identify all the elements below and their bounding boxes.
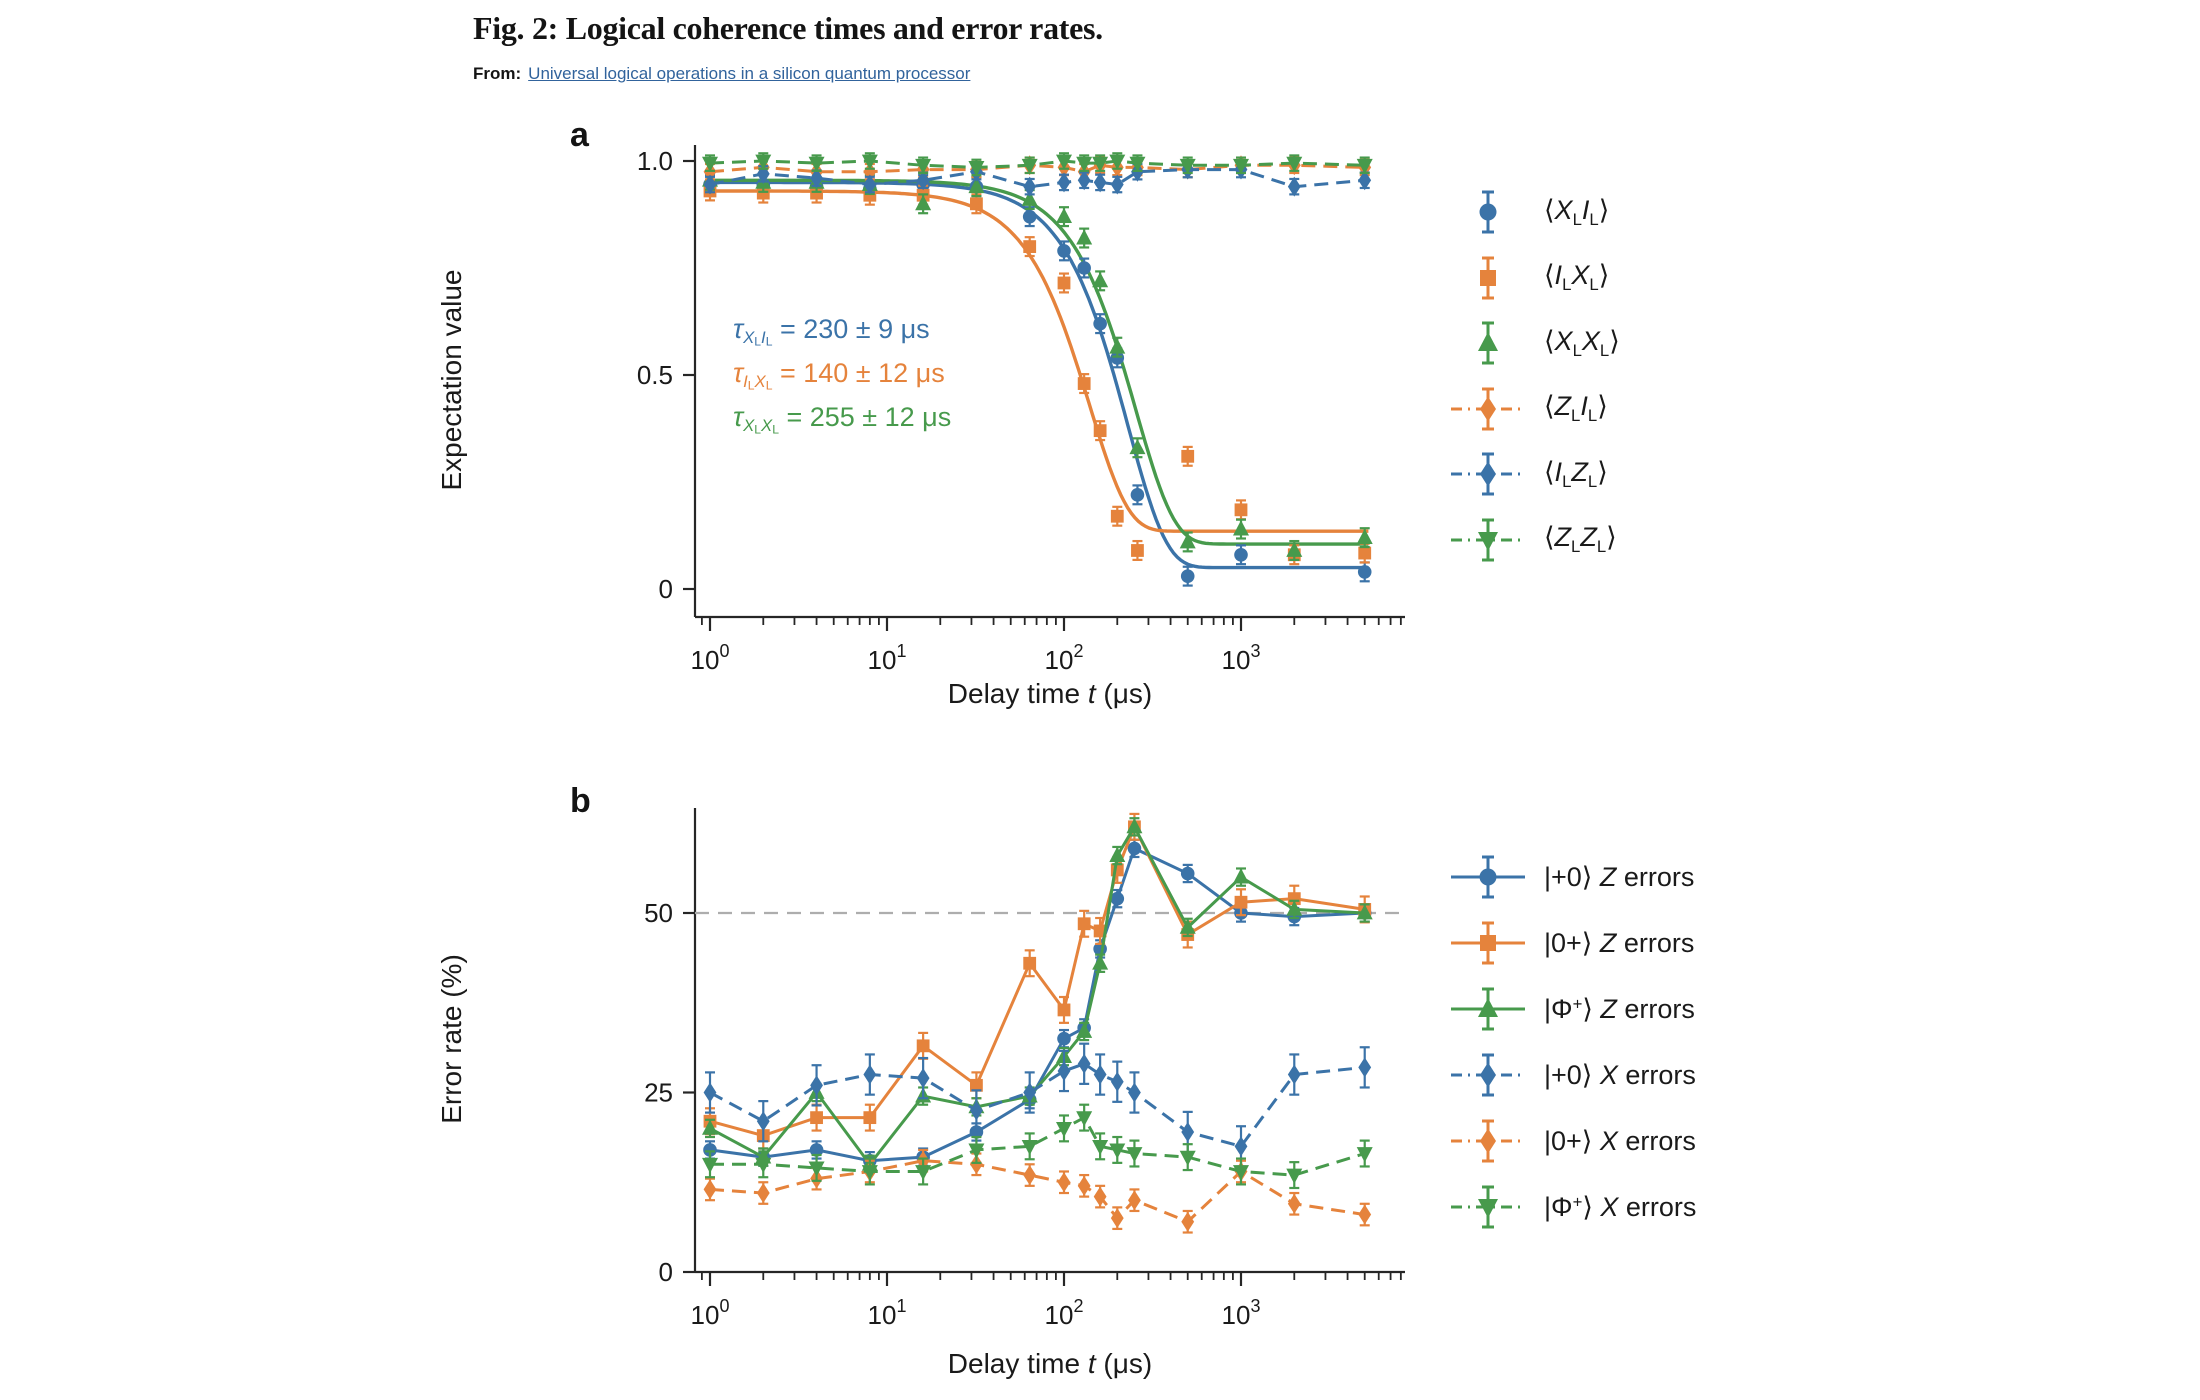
circle-marker	[1358, 565, 1372, 579]
legend-a-entry-XLIL	[1448, 183, 1609, 241]
legend-label: |+0⟩ Z errors	[1544, 861, 1695, 892]
square-marker	[917, 1039, 930, 1052]
circle-marker	[1181, 569, 1195, 583]
legend-a-entry-ZLZL	[1448, 511, 1617, 569]
panel-a-label: a	[570, 116, 589, 154]
series-ZLZL	[702, 153, 1373, 176]
y-axis-label-b: Error rate (%)	[436, 954, 467, 1124]
triangle-up-marker-icon	[1448, 314, 1528, 372]
legend-label: $⟨Z_LZ_L⟩$	[1544, 522, 1617, 556]
legend-label: $⟨X_LX_L⟩$	[1544, 325, 1620, 360]
series-plus0-X	[704, 1044, 1372, 1167]
diamond-marker	[1181, 1212, 1194, 1232]
diamond-marker	[917, 1068, 930, 1088]
triangle-up-marker	[1233, 868, 1249, 883]
square-marker	[1235, 503, 1248, 516]
triangle-down-marker	[915, 159, 931, 174]
series-line	[710, 165, 1365, 171]
legend-label: |+0⟩ X errors	[1544, 1059, 1696, 1090]
square-marker	[1480, 270, 1496, 286]
diamond-marker	[1358, 1057, 1371, 1077]
x-axis-label-a: Delay time t (μs)	[947, 678, 1153, 709]
x-tick-label: $10^0$	[690, 641, 730, 675]
diamond-marker	[1480, 1063, 1496, 1088]
square-marker	[1358, 547, 1371, 560]
triangle-down-marker	[1129, 157, 1145, 172]
legend-b-entry-0plus-X	[1448, 1112, 1696, 1170]
circle-marker	[1234, 548, 1248, 562]
legend-label: $⟨I_LX_L⟩$	[1544, 260, 1610, 294]
legend-a-entry-ZLIL	[1448, 380, 1608, 438]
y-tick-label: 0	[658, 1257, 673, 1287]
diamond-marker	[1078, 1176, 1091, 1196]
panel-b-label: b	[570, 782, 591, 820]
circle-marker	[1077, 261, 1091, 275]
square-marker	[970, 197, 983, 210]
legend-b-entry-plus0-Z	[1448, 848, 1694, 906]
x-tick-label: $10^1$	[867, 641, 907, 675]
diamond-marker-icon	[1448, 445, 1528, 503]
square-marker	[863, 1111, 876, 1124]
diamond-marker	[1058, 1172, 1071, 1192]
diamond-marker	[757, 1183, 770, 1203]
square-marker	[1111, 510, 1124, 523]
legend-label: |0+⟩ X errors	[1544, 1125, 1696, 1156]
circle-marker	[1057, 1032, 1071, 1046]
legend-label: |Φ+⟩ X errors	[1544, 1191, 1697, 1222]
diamond-marker	[970, 1100, 983, 1120]
square-marker	[1058, 277, 1071, 290]
x-tick-label: $10^1$	[867, 1296, 907, 1330]
square-marker	[1023, 957, 1036, 970]
legend-b-entry-phi-Z	[1448, 980, 1695, 1038]
tau-annotation-orange: $\tau I_LX_L = 140 \pm 12$ μs	[733, 358, 945, 393]
legend-a-entry-ILZL	[1448, 445, 1608, 503]
y-tick-label: 0	[658, 574, 673, 604]
triangle-up-marker-icon	[1448, 980, 1528, 1038]
x-tick-label: $10^0$	[690, 1296, 730, 1330]
diamond-marker	[1094, 1065, 1107, 1085]
fit-curve-XLXL	[710, 180, 1368, 544]
triangle-up-marker	[1092, 954, 1108, 969]
triangle-down-marker	[1126, 1147, 1142, 1162]
diamond-marker	[704, 1083, 717, 1103]
series-plus0-Z	[703, 840, 1371, 1170]
tau-annotation-green: $\tau X_LX_L = 255 \pm 12$ μs	[733, 402, 952, 437]
circle-marker	[1093, 317, 1107, 331]
circle-marker	[1131, 488, 1145, 502]
legend-label: |Φ+⟩ Z errors	[1544, 993, 1695, 1024]
series-0plus-Z	[704, 814, 1372, 1149]
diamond-marker	[1480, 396, 1496, 421]
triangle-up-marker	[1076, 229, 1092, 244]
circle-marker	[1181, 867, 1195, 881]
legend-a-entry-XLXL	[1448, 314, 1620, 372]
x-axis-label-b: Delay time t (μs)	[947, 1348, 1153, 1379]
fit-curve-XLIL	[710, 182, 1368, 567]
y-tick-label: 50	[644, 898, 673, 928]
triangle-up-marker	[1478, 332, 1498, 351]
axes-a	[637, 145, 1405, 675]
legend-label: $⟨X_LI_L⟩$	[1544, 194, 1610, 229]
diamond-marker	[1128, 1083, 1141, 1103]
legend-b-entry-0plus-Z	[1448, 914, 1694, 972]
circle-marker	[1128, 842, 1142, 856]
diamond-marker-icon	[1448, 1046, 1528, 1104]
diamond-marker	[1128, 1190, 1141, 1210]
triangle-down-marker-icon	[1448, 1178, 1528, 1236]
square-marker	[810, 1111, 823, 1124]
legend-b-entry-plus0-X	[1448, 1046, 1696, 1104]
triangle-down-marker	[1056, 1122, 1072, 1137]
triangle-down-marker	[1286, 1169, 1302, 1184]
diamond-marker	[1358, 1205, 1371, 1225]
circle-marker	[1480, 869, 1497, 886]
circle-marker	[1023, 210, 1037, 224]
y-tick-label: 1.0	[636, 146, 673, 176]
series-line	[710, 1161, 1365, 1222]
series-ILXL	[704, 182, 1372, 565]
triangle-up-marker	[1233, 520, 1249, 535]
square-marker	[1480, 935, 1496, 951]
diamond-marker-icon	[1448, 380, 1528, 438]
triangle-up-marker	[1092, 272, 1108, 287]
circle-marker	[1480, 204, 1497, 221]
diamond-marker	[1111, 1072, 1124, 1092]
legend-a-entry-ILXL	[1448, 249, 1609, 307]
source-article-link[interactable]: Universal logical operations in a silicon quantum processor	[528, 64, 971, 83]
series-line	[710, 848, 1365, 1160]
triangle-up-marker	[1056, 208, 1072, 223]
legend-label: $⟨I_LZ_L⟩$	[1544, 456, 1608, 491]
circle-marker-icon	[1448, 183, 1528, 241]
x-tick-label: $10^2$	[1044, 641, 1084, 675]
diamond-marker	[1480, 462, 1496, 487]
y-tick-label: 25	[644, 1077, 673, 1108]
square-marker	[1078, 377, 1091, 390]
square-marker	[1181, 450, 1194, 463]
triangle-down-marker	[1076, 1111, 1092, 1126]
series-line	[710, 1064, 1365, 1147]
square-marker	[1094, 424, 1107, 437]
fit-curve-ILXL	[710, 191, 1368, 531]
legend-label: |0+⟩ Z errors	[1544, 927, 1695, 958]
diamond-marker	[704, 1179, 717, 1199]
series-XLXL	[702, 171, 1373, 560]
square-marker	[1058, 1004, 1071, 1017]
x-tick-label: $10^2$	[1044, 1296, 1084, 1330]
series-XLIL	[703, 175, 1371, 585]
figure-title: Fig. 2: Logical coherence times and error rates.	[473, 10, 1103, 46]
triangle-down-marker-icon	[1448, 511, 1528, 569]
diamond-marker	[1181, 1122, 1194, 1142]
diamond-marker	[863, 1065, 876, 1085]
square-marker	[1078, 917, 1091, 930]
circle-marker-icon	[1448, 848, 1528, 906]
diamond-marker	[1078, 1054, 1091, 1074]
diamond-marker	[1480, 1129, 1496, 1154]
diamond-marker	[757, 1111, 770, 1131]
x-tick-label: $10^3$	[1221, 1296, 1261, 1330]
square-marker	[1131, 544, 1144, 557]
series-0plus-X	[704, 1150, 1372, 1233]
y-tick-label: 0.5	[636, 360, 673, 390]
legend-b-entry-phi-X	[1448, 1178, 1696, 1236]
square-marker-icon	[1448, 249, 1528, 307]
series-line	[710, 1118, 1365, 1176]
from-label: From:	[473, 64, 522, 83]
circle-marker	[1057, 244, 1071, 258]
tau-annotation-blue: $\tau X_LI_L = 230 \pm 9$ μs	[733, 314, 930, 349]
square-marker-icon	[1448, 914, 1528, 972]
diamond-marker	[1023, 1165, 1036, 1185]
series-line	[710, 827, 1365, 1165]
x-tick-label: $10^3$	[1221, 641, 1261, 675]
triangle-up-marker	[1109, 338, 1125, 353]
diamond-marker-icon	[1448, 1112, 1528, 1170]
square-marker	[1235, 896, 1248, 909]
square-marker	[1023, 240, 1036, 253]
diamond-marker	[1288, 1194, 1301, 1214]
y-axis-label-a: Expectation value	[436, 269, 467, 491]
series-phi-Z	[702, 818, 1373, 1173]
legend-label: $⟨Z_LI_L⟩$	[1544, 391, 1608, 425]
